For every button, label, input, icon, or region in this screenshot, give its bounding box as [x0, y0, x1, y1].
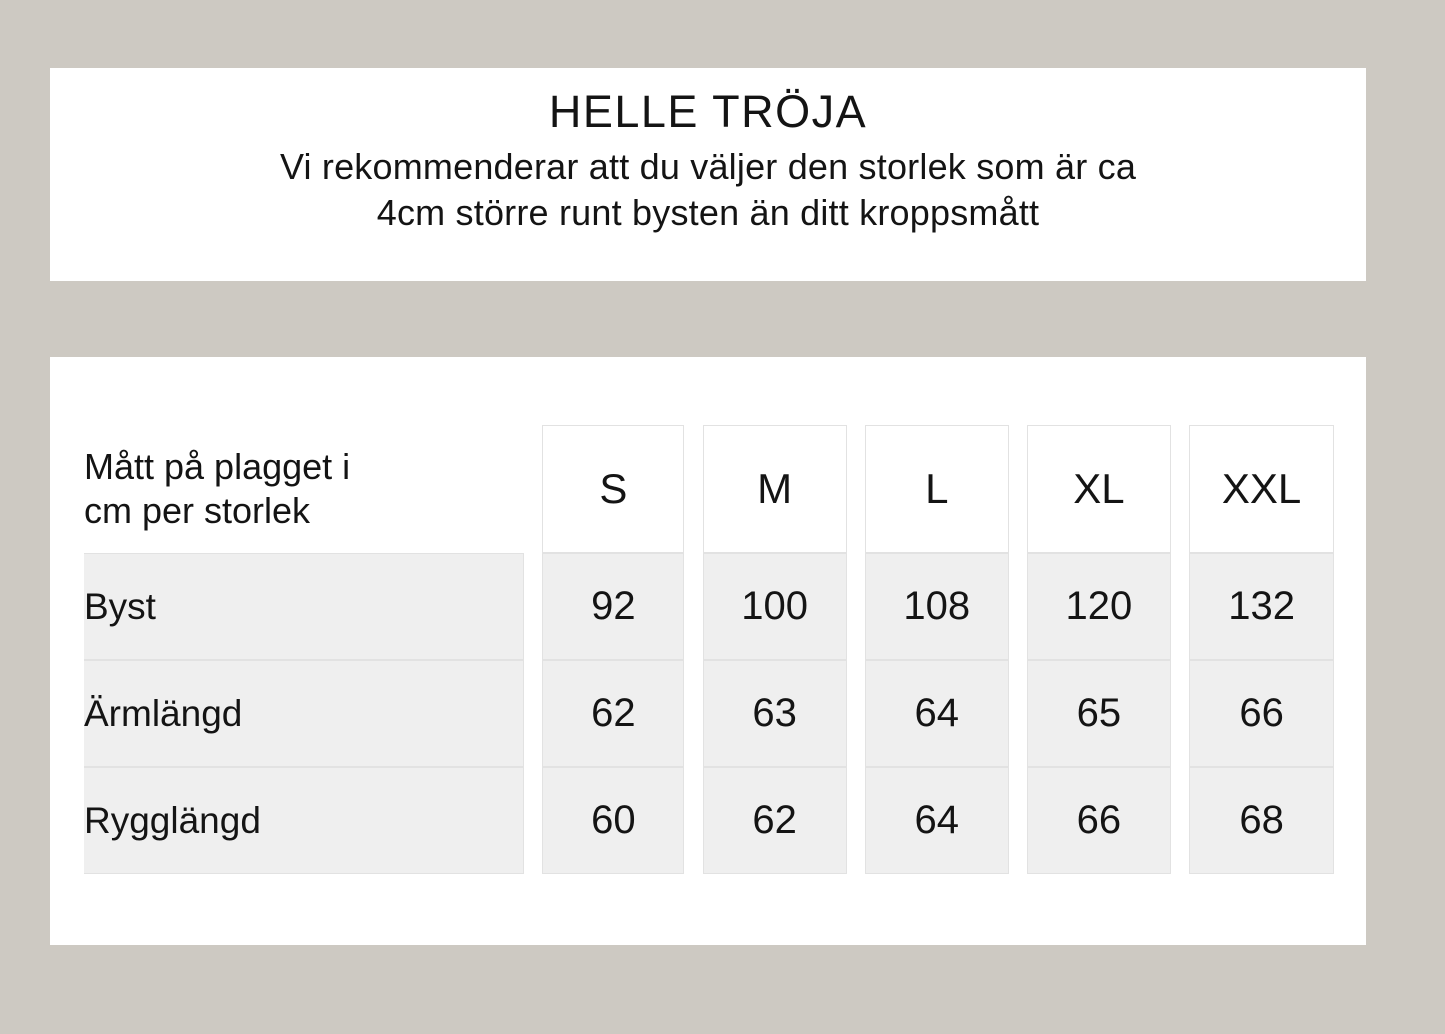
page-title: HELLE TRÖJA [548, 86, 868, 137]
corner-label-line-2: cm per storlek [84, 490, 311, 531]
recommendation-line-1: Vi rekommenderar att du väljer den storlek som är ca [279, 145, 1137, 187]
measurement-table-card [50, 357, 1366, 945]
cell-rygglangd-xl: 66 [1027, 767, 1171, 874]
row-label-armlangd: Ärmlängd [84, 660, 524, 767]
header-card [50, 68, 1366, 281]
cell-byst-xxl: 132 [1189, 553, 1334, 660]
cell-byst-l: 108 [865, 553, 1009, 660]
spacer-cell [524, 425, 542, 553]
spacer-cell [847, 553, 865, 660]
spacer-cell [684, 553, 702, 660]
row-label-rygglangd: Rygglängd [84, 767, 524, 874]
spacer-cell [1171, 553, 1189, 660]
spacer-cell [1009, 660, 1027, 767]
cell-rygglangd-m: 62 [703, 767, 847, 874]
spacer-cell [847, 425, 865, 553]
cell-byst-s: 92 [542, 553, 684, 660]
size-header-m: M [703, 425, 847, 553]
cell-rygglangd-s: 60 [542, 767, 684, 874]
table-row [84, 553, 1334, 660]
spacer-cell [684, 767, 702, 874]
cell-armlangd-m: 63 [703, 660, 847, 767]
cell-rygglangd-l: 64 [865, 767, 1009, 874]
spacer-cell [1171, 660, 1189, 767]
cell-armlangd-l: 64 [865, 660, 1009, 767]
spacer-cell [524, 553, 542, 660]
spacer-cell [1171, 767, 1189, 874]
spacer-cell [847, 767, 865, 874]
size-table [84, 425, 1334, 874]
table-corner-label [84, 425, 524, 553]
cell-armlangd-s: 62 [542, 660, 684, 767]
recommendation-text [280, 144, 1136, 236]
table-header-row [84, 425, 1334, 553]
size-header-xl: XL [1027, 425, 1171, 553]
spacer-cell [524, 660, 542, 767]
corner-label-line-1: Mått på plagget i [84, 446, 351, 488]
spacer-cell [1009, 767, 1027, 874]
spacer-cell [684, 660, 702, 767]
cell-byst-xl: 120 [1027, 553, 1171, 660]
spacer-cell [1009, 425, 1027, 553]
size-header-s: S [542, 425, 684, 553]
spacer-cell [1171, 425, 1189, 553]
spacer-cell [684, 425, 702, 553]
table-row [84, 767, 1334, 874]
size-header-xxl: XXL [1189, 425, 1334, 553]
cell-byst-m: 100 [703, 553, 847, 660]
recommendation-line-2: 4cm större runt bysten än ditt kroppsmått [376, 191, 1040, 233]
spacer-cell [524, 767, 542, 874]
cell-armlangd-xl: 65 [1027, 660, 1171, 767]
row-label-byst: Byst [84, 553, 524, 660]
spacer-cell [1009, 553, 1027, 660]
cell-armlangd-xxl: 66 [1189, 660, 1334, 767]
table-row [84, 660, 1334, 767]
cell-rygglangd-xxl: 68 [1189, 767, 1334, 874]
spacer-cell [847, 660, 865, 767]
size-header-l: L [865, 425, 1009, 553]
